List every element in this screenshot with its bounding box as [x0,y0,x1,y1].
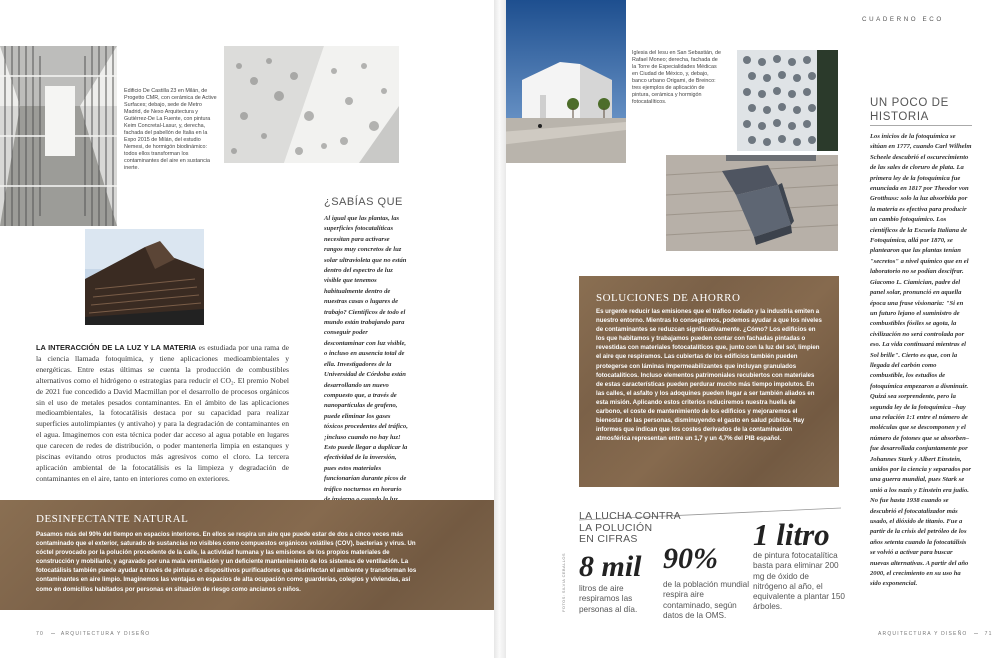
sabias-box [324,196,408,526]
stats-title-line-3: EN CIFRAS [579,533,638,545]
stats-title-line-2: LA POLUCIÓN [579,521,653,534]
caption-left-photos [124,88,217,172]
photo-torre-medica [737,50,838,151]
main-article [36,343,289,485]
section-name-right: ARQUITECTURA Y DISEÑO [878,631,968,637]
right-page [506,0,1000,658]
photo-credit [561,552,567,612]
stat-text: de pintura fotocatalítica basta para eliminar 200 mg de óxido de nitrógeno al año, el equivalente a plantar 150 árboles. [753,551,845,612]
historia-body: Los inicios de la fotoquímica se sitúan en 1777, cuando Carl Wilhelm Scheele descubrió el oscurecimiento de las sales de cloruro de plata. La primera ley de la fotoquímica fue enunciada en 1817 por Theodor von Grotthuss: solo la luz absorbida por la materia es efectiva para producir un cambio fotoquímico. Los científicos de la Escuela Italiana de Fotoquímica, allá por 1870, se plantearon que las plantas tenían "secretos" a nivel químico que en el laboratorio no se podían descifrar. Giacomo L. Ciamician, padre del panel solar, pronunció en aquella época una frase visionaria: "Si en un futuro lejano el suministro de combustibles fósiles se agota, la civilización no será controlada por eso. La vida continuará mientras el Sol brille". Cierto es que, con la llegada del carbón como combustible, los estudios de fotoquímica empezaron a disminuir. Quizá sea sorprendente, pero la segunda ley de la fotoquímica –hay una relación 1:1 entre el número de moléculas que se descomponen y el número de fotones que se absorben– fue desarrollada conjuntamente por Johannes Stark y Albert Einstein, unidos por la ciencia y separados por una guerra mundial, pues Stark se unió a los nazis y Einstein era judío. No fue hasta 1938 cuando se descubrió el fotocatalizador más usado, el dióxido de titanio. Fue a partir de la crisis del petróleo de los años setenta cuando la fotocatálisis se volvió a activar para buscar nuevas alternativas. A partir del año 2000, el crecimiento en su uso ha sido exponencial. [870,133,972,588]
footer-right [878,631,993,637]
historia-title: UN POCO DE HISTORIA [870,96,972,126]
stat-text: litros de aire respiramos las personas al día. [579,584,638,614]
page-number-right: 71 [984,631,993,637]
page-number-left: 70 [36,631,44,637]
sabias-body: Al igual que las plantas, las superficies fotocatalíticas necesitan para activarse rangos muy concretos de luz solar ultravioleta que no están dentro del espectro de luz visible que tenemos habitualmente dentro de nuestras casas o lugares de trabajo? Científicos de todo el mundo están trabajando para conseguir poder descontaminar con luz visible, o incluso en ausencia total de ella. Investigadores de la Universidad de Córdoba están desarrollando un nuevo compuesto que, a través de nanopartículas de grafeno, puede eliminar los gases tóxicos procedentes del tráfico, ¡incluso cuando no hay luz! Esto puede llegar a duplicar la efectividad de la inversión, pues estos materiales funcionarían durante picos de tráfico nocturnos en horario [324,215,408,493]
desinfectante-box [0,500,494,610]
caption-right-photos [632,50,722,106]
photo-pavilion-italia [85,229,204,325]
desinfectante-body: Pasamos más del 90% del tiempo en espacios interiores. En ellos se respira un aire que puede estar de dos a cinco veces más contaminado que el exterior, saturado de sustancias no visibles como compuestos orgánicos volátiles (COV), bacterias y virus. Un cóctel provocado por la polución procedente de la calle, la actividad humana y las emisiones de los propios materiales de construcción y mobiliario, y agravado por una mala ventilación y un deficiente mantenimiento de los sistemas de ventilación. La fotocatálisis también puede ayudar a través de pinturas o dispositivos purificadores que desinfectan el ambiente y transforman los contaminantes en aire limpio. Imaginemos las ventajas en espacios de alta ocupación como guarderías, colegios y viviendas, así como en domicilios habitados por personas en situación de riesgo como ancianos o niños. [36,531,417,593]
footer-left [36,631,150,637]
article-lead: LA INTERACCIÓN DE LA LUZ Y LA MATERIA [36,343,197,352]
photo-metro-madrid [224,46,399,163]
stat-number: 8 mil [579,550,642,583]
photo-banco-origami [666,155,838,251]
stat-item [579,552,659,615]
stats-title [579,511,681,546]
stats-title-line-1: LA LUCHA CONTRA [579,510,681,522]
photo-credit-text: FOTOS: SILVIA CEBALLOS [561,553,566,612]
caption-text: Edificio De Castilla 23 en Milán, de Progetto CMR, con cerámica de Active Surfaces; debajo, sede de Metro Madrid, de Nexo Arquitectura y Gutiérrez-De La Fuente, con pintura Keim Concretal-Lasur, y, derecha, fachada del pabellón de Italia en la Expo 2015 de Milán, del estudio Nemesi, de hormigón biodinámico: todos ellos transforman los contaminantes del aire en sustancia inerte. [124,88,217,171]
stat-item [663,544,751,621]
section-name-left: ARQUITECTURA Y DISEÑO [60,631,151,637]
left-page [0,0,494,658]
sabias-title: ¿SABÍAS QUE [324,196,403,208]
soluciones-body: Es urgente reducir las emisiones que el tráfico rodado y la industria emiten a nuestro entorno. Mientras lo conseguimos, podemos ayudar a que los niveles de contaminantes se reduzcan significativamente. ¿Cómo? Los edificios en los que habitamos y trabajamos pueden contar con fachadas pintadas o revestidas con materiales fotocatalíticos que, junto con la luz del sol, limpien el aire que respiramos. Las cubiertas de los edificios también pueden protegerse con láminas impermeabilizantes que incluyan granulados fotocatalíticos. Incluso elementos patrimoniales recubiertos con materiales de estas características pueden perdurar mucho más tiempo impolutos. En las calles, el asfalto y los adoquines pueden llegar a ser también aliados en esta misión. Aplicando estos criterios reduciremos nuestra huella de carbono, el coste de mantenimiento de los edificios y mejoraremos el bienestar de las personas, disminuyendo el gasto en salud pública. Hay informes que indican que los costes derivados de la contaminación atmosférica representan entre un 1,7 y un 4,7% del PIB español. [596,308,822,443]
stat-text: de la población mundial respira aire contaminado, según datos de la OMS. [663,580,750,620]
stat-item [753,517,845,613]
photo-iglesia-iesu [506,0,626,163]
article-body: es estudiada por una rama de la ciencia llamada fotoquímica, y tiene aplicaciones medioambientales y energéticas. Entre estas últimas se cuenta la producción de combustibles alternativos como el hidrógeno o estrategias para reducir el CO₂. El premio Nobel de 2021 fue concedido a David Macmillan por el desarrollo de procesos orgánicos sin el uso de metales pesados contaminantes. En el ámbito de las aplicaciones medioambientales, la fotocatálisis destaca por su capacidad para realizar superficies autolimpiantes (y antivaho) y para la degradación de contaminantes en el agua. Imaginemos con esta técnica poder dar acceso al agua potable en lugares que carecen de redes de distribución, o poder mantenerla limpia en estanques y piscinas evitando otros productos más agresivos como el cloro. La tercera aplicación ambiental de la fotocatálisis es la limpieza y degradación de contaminantes en el aire, tanto en interiores como en exteriores. [36,343,289,483]
historia-box [870,96,972,590]
stat-number: 90% [663,542,718,575]
page-gutter [494,0,506,658]
soluciones-title: SOLUCIONES DE AHORRO [596,292,741,304]
photo-walkway [0,46,117,226]
desinfectante-title: DESINFECTANTE NATURAL [36,513,189,525]
section-header: CUADERNO ECO [862,16,944,23]
stats-section [561,506,869,626]
stat-number: 1 litro [753,517,830,552]
caption-text: Iglesia del Iesu en San Sebastián, de Rafael Moneo; derecha, fachada de la Torre de Especialidades Médicas en Ciudad de México, y, debajo, banco urbano Origami, de Breinco: tres ejemplos de aplicación de pintura, cerámica y hormigón fotocatalíticos. [632,50,722,105]
soluciones-box [579,276,839,487]
